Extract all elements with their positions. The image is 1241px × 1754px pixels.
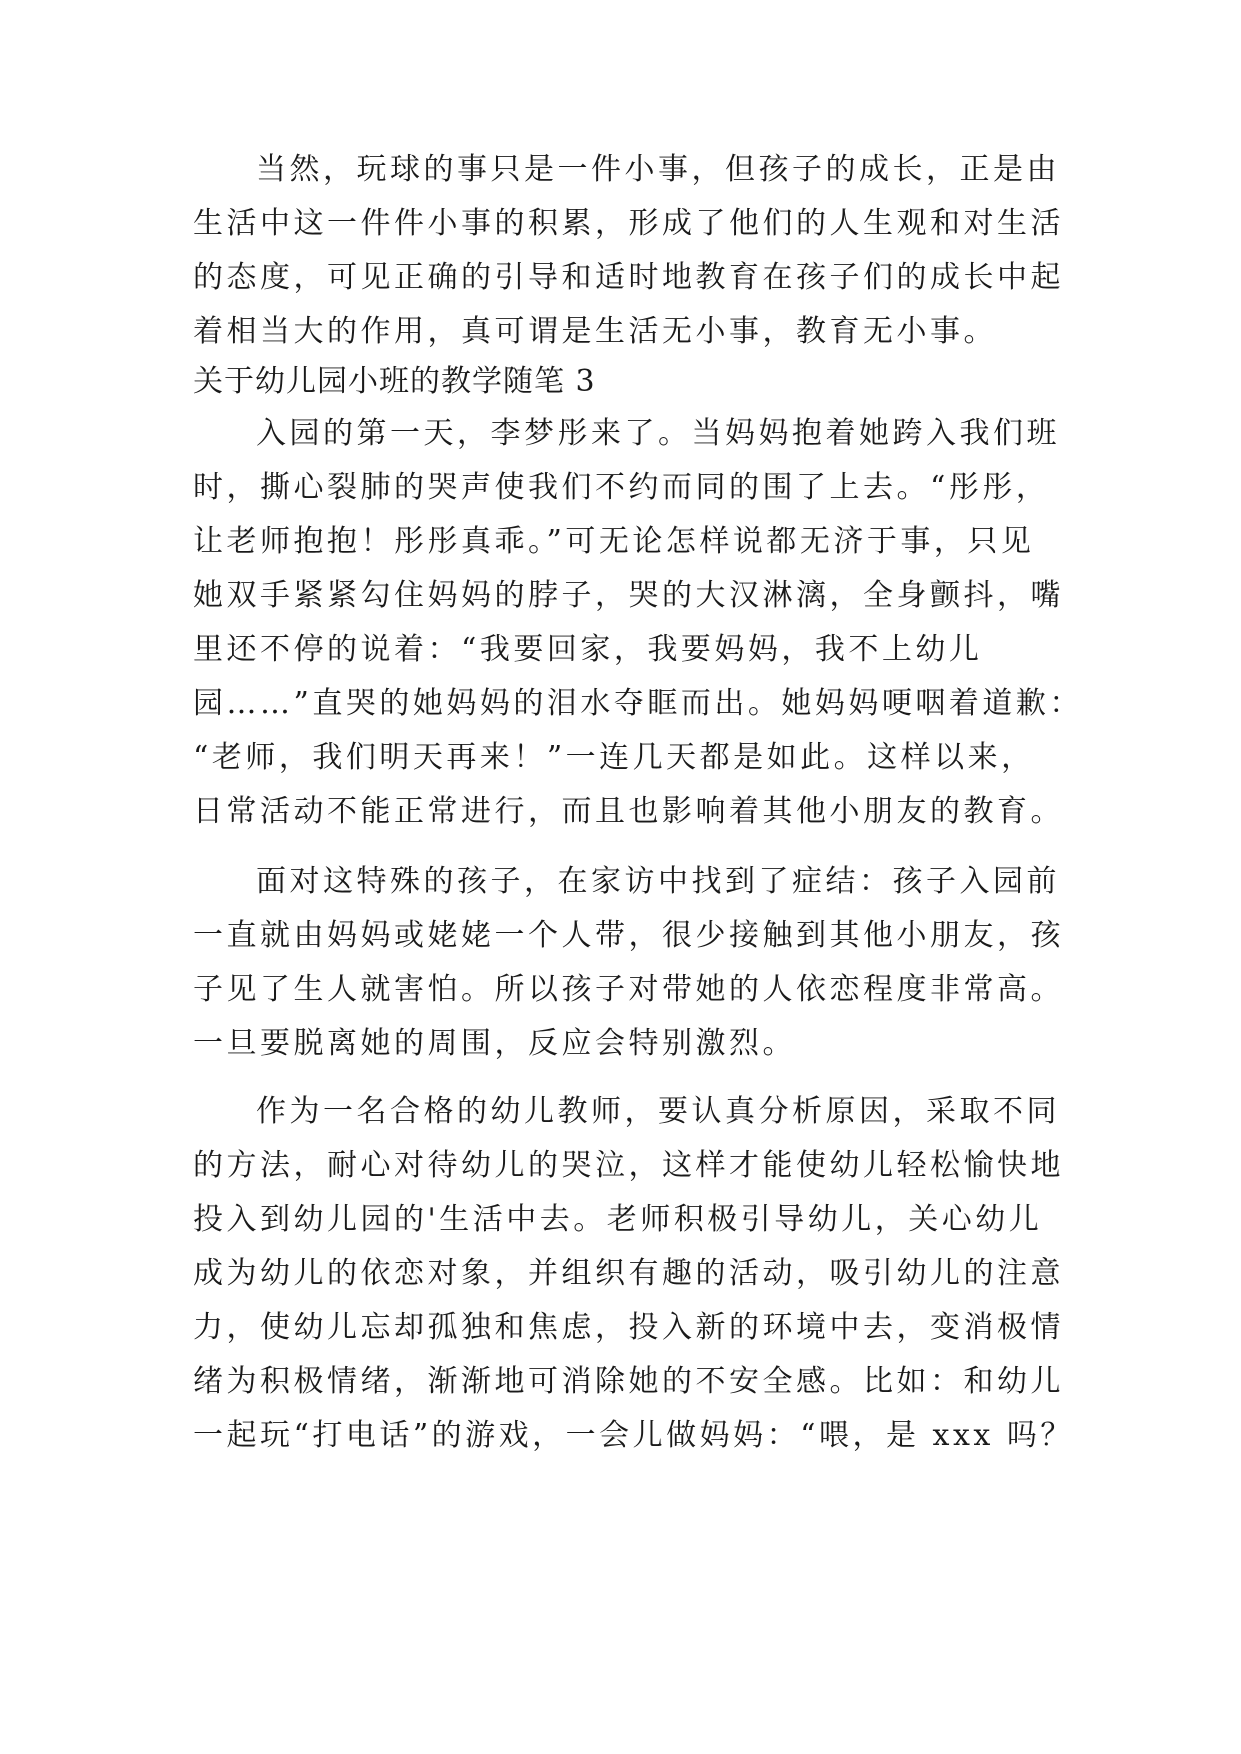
text-line: 一起玩“打电话”的游戏，一会儿做妈妈：“喂，是 xxx 吗？ xyxy=(193,1418,1074,1453)
text-line: 投入到幼儿园的'生活中去。老师积极引导幼儿，关心幼儿 xyxy=(193,1202,1043,1237)
text-line: 绪为积极情绪，渐渐地可消除她的不安全感。比如：和幼儿 xyxy=(193,1364,1064,1399)
text-line: 入园的第一天，李梦彤来了。当妈妈抱着她跨入我们班 xyxy=(256,416,1060,451)
text-line: 面对这特殊的孩子，在家访中找到了症结：孩子入园前 xyxy=(256,864,1060,899)
text-line: 作为一名合格的幼儿教师，要认真分析原因，采取不同 xyxy=(256,1094,1060,1129)
text-line: 着相当大的作用，真可谓是生活无小事，教育无小事。 xyxy=(193,314,997,349)
text-line: 生活中这一件件小事的积累，形成了他们的人生观和对生活 xyxy=(193,206,1064,241)
text-line: 一直就由妈妈或姥姥一个人带，很少接触到其他小朋友，孩 xyxy=(193,918,1064,953)
text-line: 成为幼儿的依恋对象，并组织有趣的活动，吸引幼儿的注意 xyxy=(193,1256,1064,1291)
text-line: 她双手紧紧勾住妈妈的脖子，哭的大汉淋漓，全身颤抖，嘴 xyxy=(193,578,1064,613)
text-line: 时，撕心裂肺的哭声使我们不约而同的围了上去。“彤彤， xyxy=(193,470,1050,505)
text-line: 里还不停的说着：“我要回家，我要妈妈，我不上幼儿 xyxy=(193,632,983,667)
text-line: 子见了生人就害怕。所以孩子对带她的人依恋程度非常高。 xyxy=(193,972,1064,1007)
section-title: 关于幼儿园小班的教学随笔 3 xyxy=(193,364,596,399)
text-line: 当然，玩球的事只是一件小事，但孩子的成长，正是由 xyxy=(256,152,1060,187)
text-line: 让老师抱抱！彤彤真乖。”可无论怎样说都无济于事，只见 xyxy=(193,524,1035,559)
text-line: 园……”直哭的她妈妈的泪水夺眶而出。她妈妈哽咽着道歉： xyxy=(193,686,1083,721)
text-line: 一旦要脱离她的周围，反应会特别激烈。 xyxy=(193,1026,796,1061)
text-line: 力，使幼儿忘却孤独和焦虑，投入新的环境中去，变消极情 xyxy=(193,1310,1064,1345)
text-line: 的方法，耐心对待幼儿的哭泣，这样才能使幼儿轻松愉快地 xyxy=(193,1148,1064,1183)
text-line: “老师，我们明天再来！”一连几天都是如此。这样以来， xyxy=(193,740,1035,775)
text-line: 日常活动不能正常进行，而且也影响着其他小朋友的教育。 xyxy=(193,794,1064,829)
text-line: 的态度，可见正确的引导和适时地教育在孩子们的成长中起 xyxy=(193,260,1064,295)
